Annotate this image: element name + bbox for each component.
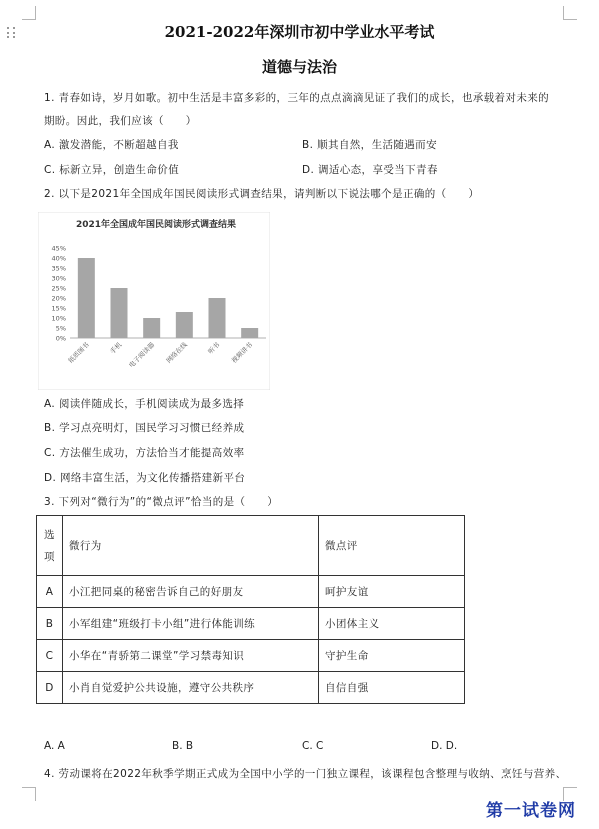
q3-answer-d: D. D. (431, 740, 458, 752)
q3-options-table (36, 515, 465, 704)
table-header-action: 微行为 (63, 516, 319, 576)
table-header-row (37, 516, 465, 576)
header-option-char2: 项 (44, 550, 55, 563)
chart-y-tick-label: 15% (51, 304, 66, 313)
chart-x-tick-label: 听书 (206, 340, 222, 356)
chart-bar (176, 312, 193, 338)
chart-x-tick-label: 网络在线 (164, 340, 189, 365)
q1-option-a: A. 激发潜能，不断超越自我 (44, 139, 179, 151)
row-comment: 自信自强 (319, 672, 465, 704)
row-comment: 守护生命 (319, 640, 465, 672)
document-title: 2021-2022年深圳市初中学业水平考试 (164, 23, 435, 41)
q3-answer-b: B. B (172, 740, 194, 752)
table-row (37, 576, 465, 608)
table-row (37, 672, 465, 704)
page-corner-mark (563, 6, 577, 20)
row-key: B (37, 608, 63, 640)
q2-option-a: A. 阅读伴随成长，手机阅读成为最多选择 (44, 398, 245, 410)
row-action: 小华在“青骄第二课堂”学习禁毒知识 (63, 640, 319, 672)
row-comment: 呵护友谊 (319, 576, 465, 608)
chart-x-tick-label: 视频讲书 (230, 340, 255, 365)
row-action: 小江把同桌的秘密告诉自己的好朋友 (63, 576, 319, 608)
table-header-option (37, 516, 63, 576)
q1-option-d: D. 调适心态，享受当下青春 (302, 164, 438, 176)
q2-option-d: D. 网络丰富生活，为文化传播搭建新平台 (44, 472, 246, 484)
chart-y-tick-label: 20% (51, 294, 66, 303)
chart-y-tick-label: 10% (51, 314, 66, 323)
chart-bar (111, 288, 128, 338)
chart-y-tick-label: 25% (51, 284, 66, 293)
chart-bar (241, 328, 258, 338)
chart-x-tick-label: 手机 (108, 340, 124, 356)
document-subtitle: 道德与法治 (261, 58, 337, 76)
q3-answer-c: C. C (302, 740, 324, 752)
row-comment: 小团体主义 (319, 608, 465, 640)
q3-answer-a: A. A (44, 740, 65, 752)
chart-x-tick-label: 电子阅读器 (127, 340, 157, 370)
q3-stem: 3. 下列对“微行为”的“微点评”恰当的是（ ） (44, 496, 279, 508)
row-action: 小肖自觉爱护公共设施，遵守公共秩序 (63, 672, 319, 704)
q1-stem-line2: 期盼。因此，我们应该（ ） (44, 115, 197, 127)
chart-y-tick-label: 40% (51, 254, 66, 263)
q1-stem-line1: 1. 青春如诗，岁月如歌。初中生活是丰富多彩的，三年的点点滴滴见证了我们的成长，也承载着对未来的 (44, 92, 550, 104)
row-key: D (37, 672, 63, 704)
row-action: 小军组建“班级打卡小组”进行体能训练 (63, 608, 319, 640)
table-row (37, 608, 465, 640)
table-header-comment: 微点评 (319, 516, 465, 576)
q2-option-b: B. 学习点亮明灯，国民学习习惯已经养成 (44, 422, 245, 434)
chart-y-tick-label: 5% (55, 324, 66, 333)
chart-bar (209, 298, 226, 338)
chart-title: 2021年全国成年国民阅读形式调查结果 (76, 220, 237, 230)
q2-option-c: C. 方法催生成功，方法恰当才能提高效率 (44, 447, 245, 459)
header-option-char1: 选 (44, 528, 55, 541)
chart-bar (143, 318, 160, 338)
q1-option-b: B. 顺其自然，生活随遇而安 (302, 139, 437, 151)
table-row (37, 640, 465, 672)
site-watermark: 第一试卷网 (486, 801, 576, 821)
page-corner-mark (22, 787, 36, 801)
q4-stem: 4. 劳动课将在2022年秋季学期正式成为全国中小学的一门独立课程，该课程包含整理与收纳、烹饪与营养、 (44, 768, 567, 780)
chart-bar (78, 258, 95, 338)
chart-x-tick-label: 纸质图书 (66, 340, 91, 365)
row-key: A (37, 576, 63, 608)
q1-option-c: C. 标新立异，创造生命价值 (44, 164, 180, 176)
row-key: C (37, 640, 63, 672)
reading-survey-bar-chart (38, 212, 270, 390)
chart-y-tick-label: 30% (51, 274, 66, 283)
chart-y-tick-label: 35% (51, 264, 66, 273)
q2-stem: 2. 以下是2021年全国成年国民阅读形式调查结果，请判断以下说法哪个是正确的（ ） (44, 188, 480, 200)
page-corner-mark (22, 6, 36, 20)
chart-y-tick-label: 45% (51, 244, 66, 253)
chart-y-tick-label: 0% (55, 334, 66, 343)
